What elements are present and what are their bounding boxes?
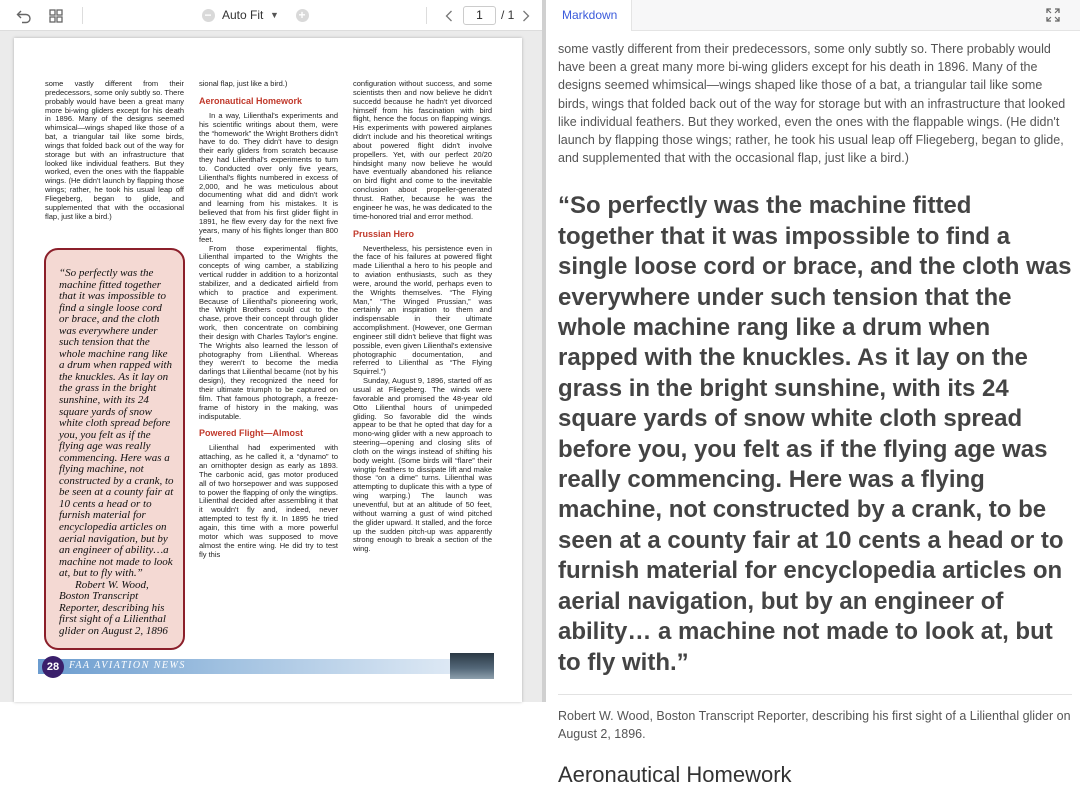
markdown-heading: Aeronautical Homework <box>558 762 792 788</box>
column-1-paragraph: some vastly different from their predecessors, some only subtly so. There probably would have been a great many more bi-wing gliders except for his death in 1896. Many of the designs seemed whimsical—wings shaped like those of a bat, a triangular tail like some birds, wings that folded back out of the way for storage but with an infrastructure that looked like individual feathers. But they worked, even the ones with the flappable wings. (He didn't launch by flapping those wings; rather, he took his usual leap off Fliegeberg, began to glide, and supplemented that with the occasional flap, just like a bird.) <box>45 79 184 221</box>
zoom-select[interactable]: Auto Fit <box>222 8 264 22</box>
column-2-paragraph-2: From those experimental flights, Lilienthal imparted to the Wrights the concepts of wing camber, a stabilizing vertical rudder in addition to a horizontal stabilizer, and a dedicated airfield from which to practice and experiment. Because of Lilienthal's pioneering work, the Wright Brothers could cut to the chase, prove their concept through glider work, then concentrate on combining their design with Charles Taylor's engine. The Wrights also learned the lesson of photography from Lilienthal. Whereas they weren't to become the media darlings that Lilienthal became (not by his design), they recognized the need for their ultimate triumph to be captured on film. That famous photograph, a freeze-frame of history in the making, was indisputable. <box>199 243 338 421</box>
prev-page-icon[interactable] <box>442 0 456 31</box>
section-heading-powered-flight: Powered Flight—Almost <box>199 428 304 439</box>
page-number-input[interactable]: 1 <box>463 6 496 25</box>
markdown-quote: “So perfectly was the machine fitted together that it was impossible to find a single loose cord or brace, and the cloth was everywhere under such tension that the whole machine rang like a drum when rapped with the knuckles. As it lay on the grass in the bright sunshine, with its 24 square yards of snow white cloth spread before you, you felt as if the flying age was really commencing. Here was a flying machine, not constructed by a crank, to be seen at a county fair at 10 cents a head or to furnish material for encyclopedia articles on aerial navigation, but by an engineer of ability… a machine not made to look at, but to fly with.” <box>558 192 1072 676</box>
pdf-toolbar <box>0 0 542 31</box>
column-2-top-line: sional flap, just like a bird.) <box>199 79 288 88</box>
column-3-paragraph-1: configuration without success, and some scientists then and now believe he didn't succedd because he hadn't yet divorced himself from his fascination with bird flight, hence the focus on flapping wings. His experiments with powered airplanes didn't include and his theoretical writings about powered flight didn't involve propellers. Yet, with our perfect 20/20 hindsight many now believe he would have eventually abandoned his reliance on bird flight and come to the inevitable conclusion about propeller-generated thrust. Rather, because he was the engineer he was, he was dedicated to the time-honored trial and error method. <box>353 79 492 221</box>
markdown-pane <box>546 0 1080 788</box>
zoom-out-button[interactable] <box>200 0 216 31</box>
pdf-page <box>14 38 522 702</box>
footer-photo <box>450 653 494 679</box>
markdown-content <box>558 40 1072 789</box>
pull-quote-attribution: Robert W. Wood, Boston Transcript Reporter, describing his first sight of a Lilienthal glider on August 2, 1896 <box>59 578 168 637</box>
pull-quote-box <box>44 248 185 650</box>
magazine-name: FAA AVIATION NEWS <box>69 660 186 671</box>
markdown-paragraph: some vastly different from their predecessors, some only subtly so. There probably would have been a great many more bi-wing gliders except for his death in 1896. Many of the designs seemed whimsical—wings shaped like those of a bat, a triangular tail like some birds, wings that folded back out of the way for storage but with an infrastructure that looked like individual feathers. But they worked, even the ones with the flappable wings. (He didn't launch by flapping those wings; rather, he took his usual leap off Fliegeberg, began to glide, and supplemented that with the occasional flap, just like a bird.) <box>558 42 1066 166</box>
undo-arrow-icon[interactable] <box>10 0 38 31</box>
minus-icon: − <box>202 9 215 22</box>
plus-icon: + <box>296 9 309 22</box>
expand-icon[interactable] <box>1046 8 1060 27</box>
next-page-icon[interactable] <box>519 0 533 31</box>
tab-markdown[interactable]: Markdown <box>546 0 632 31</box>
toolbar-divider-2 <box>426 0 427 31</box>
chevron-down-icon[interactable]: ▼ <box>270 10 279 20</box>
page-total-label: / 1 <box>501 8 515 22</box>
zoom-in-button[interactable] <box>294 0 310 31</box>
page-number-badge: 28 <box>42 656 64 678</box>
column-3-paragraph-3: Sunday, August 9, 1896, started off as usual at Fliegeberg. The winds were favorable and promised the 48-year old Otto Lilienthal hours of unimpeded gliding. So favorable did the winds appear to be that he opted that day for a mono-wing glider with a new approach to steering—opening and closing slits of cloth on the wings instead of shifting his body weight. (Some birds will “flare” their wingtip feathers to dissipate lift and make those “on a dime” turns. Lilienthal was attempting to duplicate this with a type of wing warping.) The launch was uneventful, but at an altitude of 50 feet, without warning a gust of wind pitched the glider upward. It stalled, and the force up the sudden pitch-up was apparently strong enough to break a section of the wing. <box>353 376 492 554</box>
markdown-tabbar <box>546 0 1080 31</box>
column-1-text <box>45 80 184 222</box>
pull-quote-text: “So perfectly was the machine fitted together that it was impossible to find a single loose cord or brace, and the cloth was everywhere under such tension that the whole machine rang like a drum when rapped with the knuckles. As it lay on the grass in the bright sunshine, with its 24 square yards of snow white cloth spread before you, you felt as if the flying age was really commencing. Here was a flying machine, not constructed by a crank, to be seen at a county fair at 10 cents a head or to furnish material for encyclopedia articles on aerial navigation, but by an engineer of ability…a machine not made to look at, but to fly with.” <box>59 267 174 580</box>
column-2-paragraph-3: Lilienthal had experimented with attaching, as he called it, a “dynamo” to an ornithopter design as early as 1893. The carbonic acid, gas motor produced all of two horsepower and was supposed to power the flapping of only the wingtips. Lilienthal decided after assembling it that it wouldn't fly and, indeed, never attempted to test fly it. In 1895 he tried again, this time with a more powerful motor which was supposed to move almost the entire wing. He did try to test fly this <box>199 443 338 559</box>
column-3-text <box>353 80 492 554</box>
pdf-viewer-pane <box>0 0 542 702</box>
grid-view-icon[interactable] <box>42 0 70 31</box>
section-heading-aeronautical-homework: Aeronautical Homework <box>199 95 303 106</box>
column-2-paragraph-1: In a way, Lilienthal's experiments and his scientific writings about them, were the “homework” the Wright Brothers didn't have to do. They didn't have to design their early gliders from scratch because they had Lilienthal's experiments to turn to. Conducted over only five years, Lilienthal's flights numbered in excess of 2,000, and he was meticulous about documenting what did and didn't work and learning from his mistakes. It is believed that from his first glider flight in 1891, he flew every day for the next five years, many of his flights longer than 800 feet. <box>199 110 338 244</box>
markdown-credit: Robert W. Wood, Boston Transcript Reporter, describing his first sight of a Lilienthal glider on August 2, 1896. <box>558 708 1071 742</box>
column-3-paragraph-2: Nevertheless, his persistence even in the face of his failures at powered flight made Lilienthal a hero to his people and to aviation enthusiasts, such as they were, around the world, perhaps even to the Wrights themselves. “The Flying Man,” “The Winged Prussian,” was certainly an inspiration to them and indispensable in their ultimate accomplishment. (However, one German engineer still didn't believe that flight was possible, even given Lilienthal's extensive photographic documentation, and referred to Lilienthal as “The Flying Squirrel.”) <box>353 243 492 377</box>
column-2-text <box>199 80 338 559</box>
toolbar-divider <box>82 7 83 24</box>
section-heading-prussian-hero: Prussian Hero <box>353 228 415 239</box>
horizontal-rule <box>558 694 1072 695</box>
